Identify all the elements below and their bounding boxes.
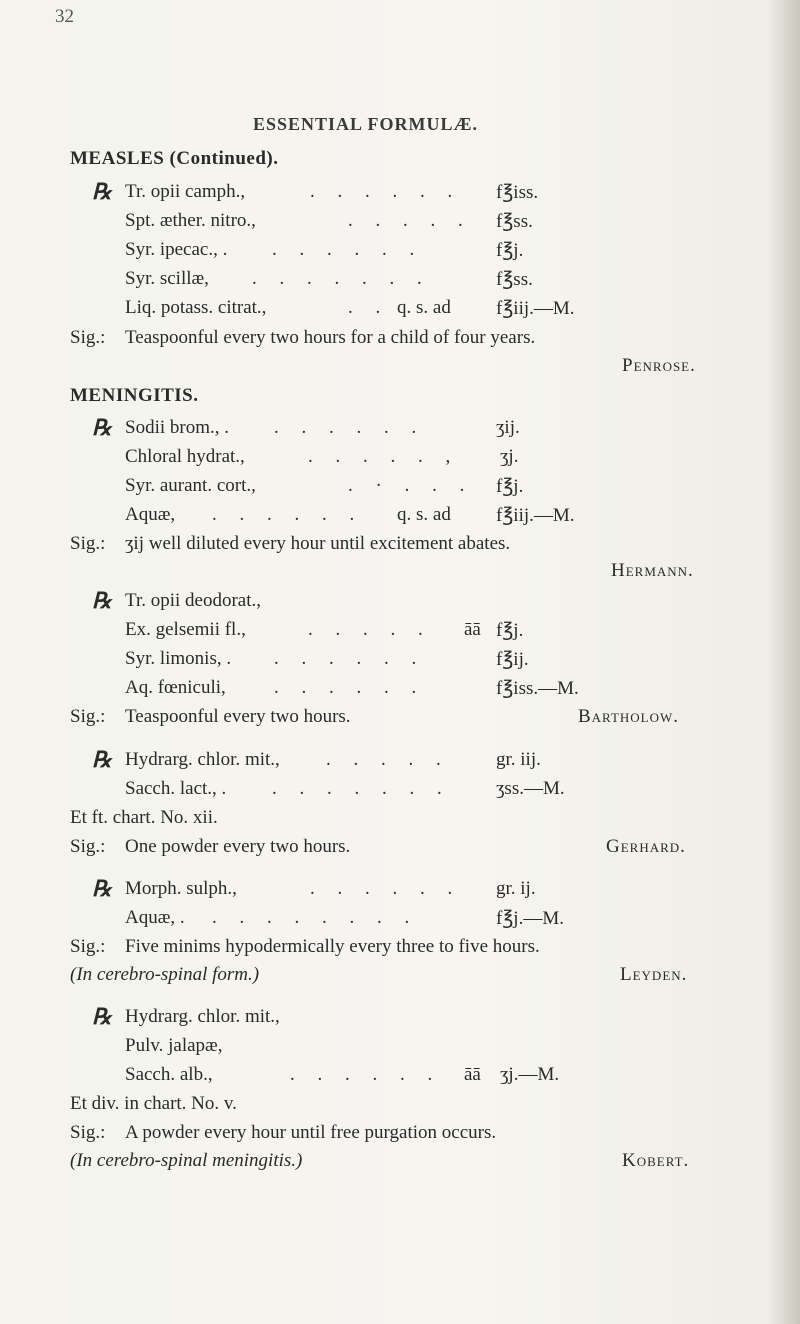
ingredient-dose: f℥ss. [496,269,533,290]
et-line: Et div. in chart. No. v. [70,1093,237,1114]
note: (In cerebro-spinal meningitis.) [70,1150,303,1171]
section-title-measles: MEASLES (Continued). [70,148,279,169]
ana-sign: āā [464,619,481,640]
ingredient-dose: ʒss.—M. [496,778,565,799]
sig-label: Sig.: [70,836,106,857]
section-title-meningitis: MENINGITIS. [70,385,199,406]
rx-symbol: ℞ [92,179,112,204]
author: Leyden. [620,964,688,985]
ingredient-name: Syr. scillæ, [125,268,209,289]
ingredient-name: Tr. opii deodorat., [125,590,261,611]
rx-symbol: ℞ [92,588,112,613]
ingredient-name: Tr. opii camph., [125,181,246,202]
ingredient-dose: gr. iij. [496,749,541,770]
rx-symbol: ℞ [92,747,112,772]
running-header: ESSENTIAL FORMULÆ. [253,114,479,134]
ingredient-name: Ex. gelsemii fl., [125,619,246,640]
ingredient-dose: f℥j.—M. [496,908,564,929]
ingredient-name: Sacch. lact., . [125,778,227,799]
leader-dots: . . . . . . [212,504,364,525]
ingredient-name: Syr. aurant. cort., [125,475,256,496]
ingredient-name: Aq. fœniculi, [125,677,226,698]
ingredient-dose: f℥ij. [496,649,529,670]
leader-dots: . . . . . . . [252,268,431,289]
leader-dots: . . [348,297,390,318]
ingredient-name: Hydrarg. chlor. mit., [125,1006,280,1027]
leader-dots: . . . . . , [308,446,460,467]
ingredient-dose: f℥ss. [496,211,533,232]
ingredient-name: Chloral hydrat., [125,446,245,467]
ingredient-name: Syr. limonis, . [125,648,232,669]
ingredient-dose: f℥iij.—M. [496,505,575,526]
author: Bartholow. [578,706,680,727]
rx-symbol: ℞ [92,415,112,440]
leader-dots: . . . . . . [272,239,424,260]
ingredient-dose: gr. ij. [496,878,536,899]
ingredient-name: Aquæ, . [125,907,185,928]
sig-text: ʒij well diluted every hour until excitement abates. [125,533,511,554]
leader-dots: . . . . . [326,749,450,770]
sig-label: Sig.: [70,706,106,727]
ingredient-name: Syr. ipecac., . [125,239,228,260]
author: Penrose. [622,355,696,376]
leader-dots: . . . . . . . . [212,907,419,928]
sig-label: Sig.: [70,327,106,348]
sig-text: A powder every hour until free purgation occurs. [125,1122,497,1143]
sig-label: Sig.: [70,533,106,554]
ingredient-dose: ʒj.—M. [500,1064,560,1085]
ingredient-dose: ʒij. [496,417,520,438]
leader-dots: . . . . . . . [272,778,451,799]
qs-ad: q. s. ad [397,504,451,525]
ingredient-name: Spt. æther. nitro., [125,210,256,231]
ingredient-name: Hydrarg. chlor. mit., [125,749,280,770]
sig-text: One powder every two hours. [125,836,351,857]
ingredient-name: Liq. potass. citrat., [125,297,267,318]
ingredient-name: Aquæ, [125,504,176,525]
rx-symbol: ℞ [92,876,112,901]
sig-text: Teaspoonful every two hours. [125,706,351,727]
leader-dots: . . . . . [348,210,472,231]
author: Kobert. [622,1150,690,1171]
ingredient-dose: f℥iss.—M. [496,678,579,699]
rx-symbol: ℞ [92,1004,112,1029]
leader-dots: . . . . . . [310,878,462,899]
sig-label: Sig.: [70,936,106,957]
leader-dots: . . . . . . [310,181,462,202]
leader-dots: . . . . . . [274,417,426,438]
ana-sign: āā [464,1064,481,1085]
leader-dots: . . . . . . [274,677,426,698]
leader-dots: . · . . . [348,475,474,496]
sig-label: Sig.: [70,1122,106,1143]
note: (In cerebro-spinal form.) [70,964,260,985]
et-line: Et ft. chart. No. xii. [70,807,218,828]
ingredient-name: Sacch. alb., [125,1064,213,1085]
ingredient-dose: f℥iij.—M. [496,298,575,319]
author: Hermann. [611,560,694,581]
ingredient-dose: f℥iss. [496,182,539,203]
leader-dots: . . . . . . [290,1064,442,1085]
qs-ad: q. s. ad [397,297,451,318]
sig-text: Teaspoonful every two hours for a child of four years. [125,327,536,348]
ingredient-dose: ʒj. [500,446,519,467]
sig-text: Five minims hypodermically every three to five hours. [125,936,540,957]
leader-dots: . . . . . . [274,648,426,669]
ingredient-dose: f℥j. [496,476,524,497]
author: Gerhard. [606,836,686,857]
page-number: 32 [55,6,74,27]
ingredient-dose: f℥j. [496,620,524,641]
leader-dots: . . . . . [308,619,432,640]
ingredient-name: Sodii brom., . [125,417,229,438]
ingredient-name: Morph. sulph., [125,878,237,899]
ingredient-dose: f℥j. [496,240,524,261]
ingredient-name: Pulv. jalapæ, [125,1035,223,1056]
